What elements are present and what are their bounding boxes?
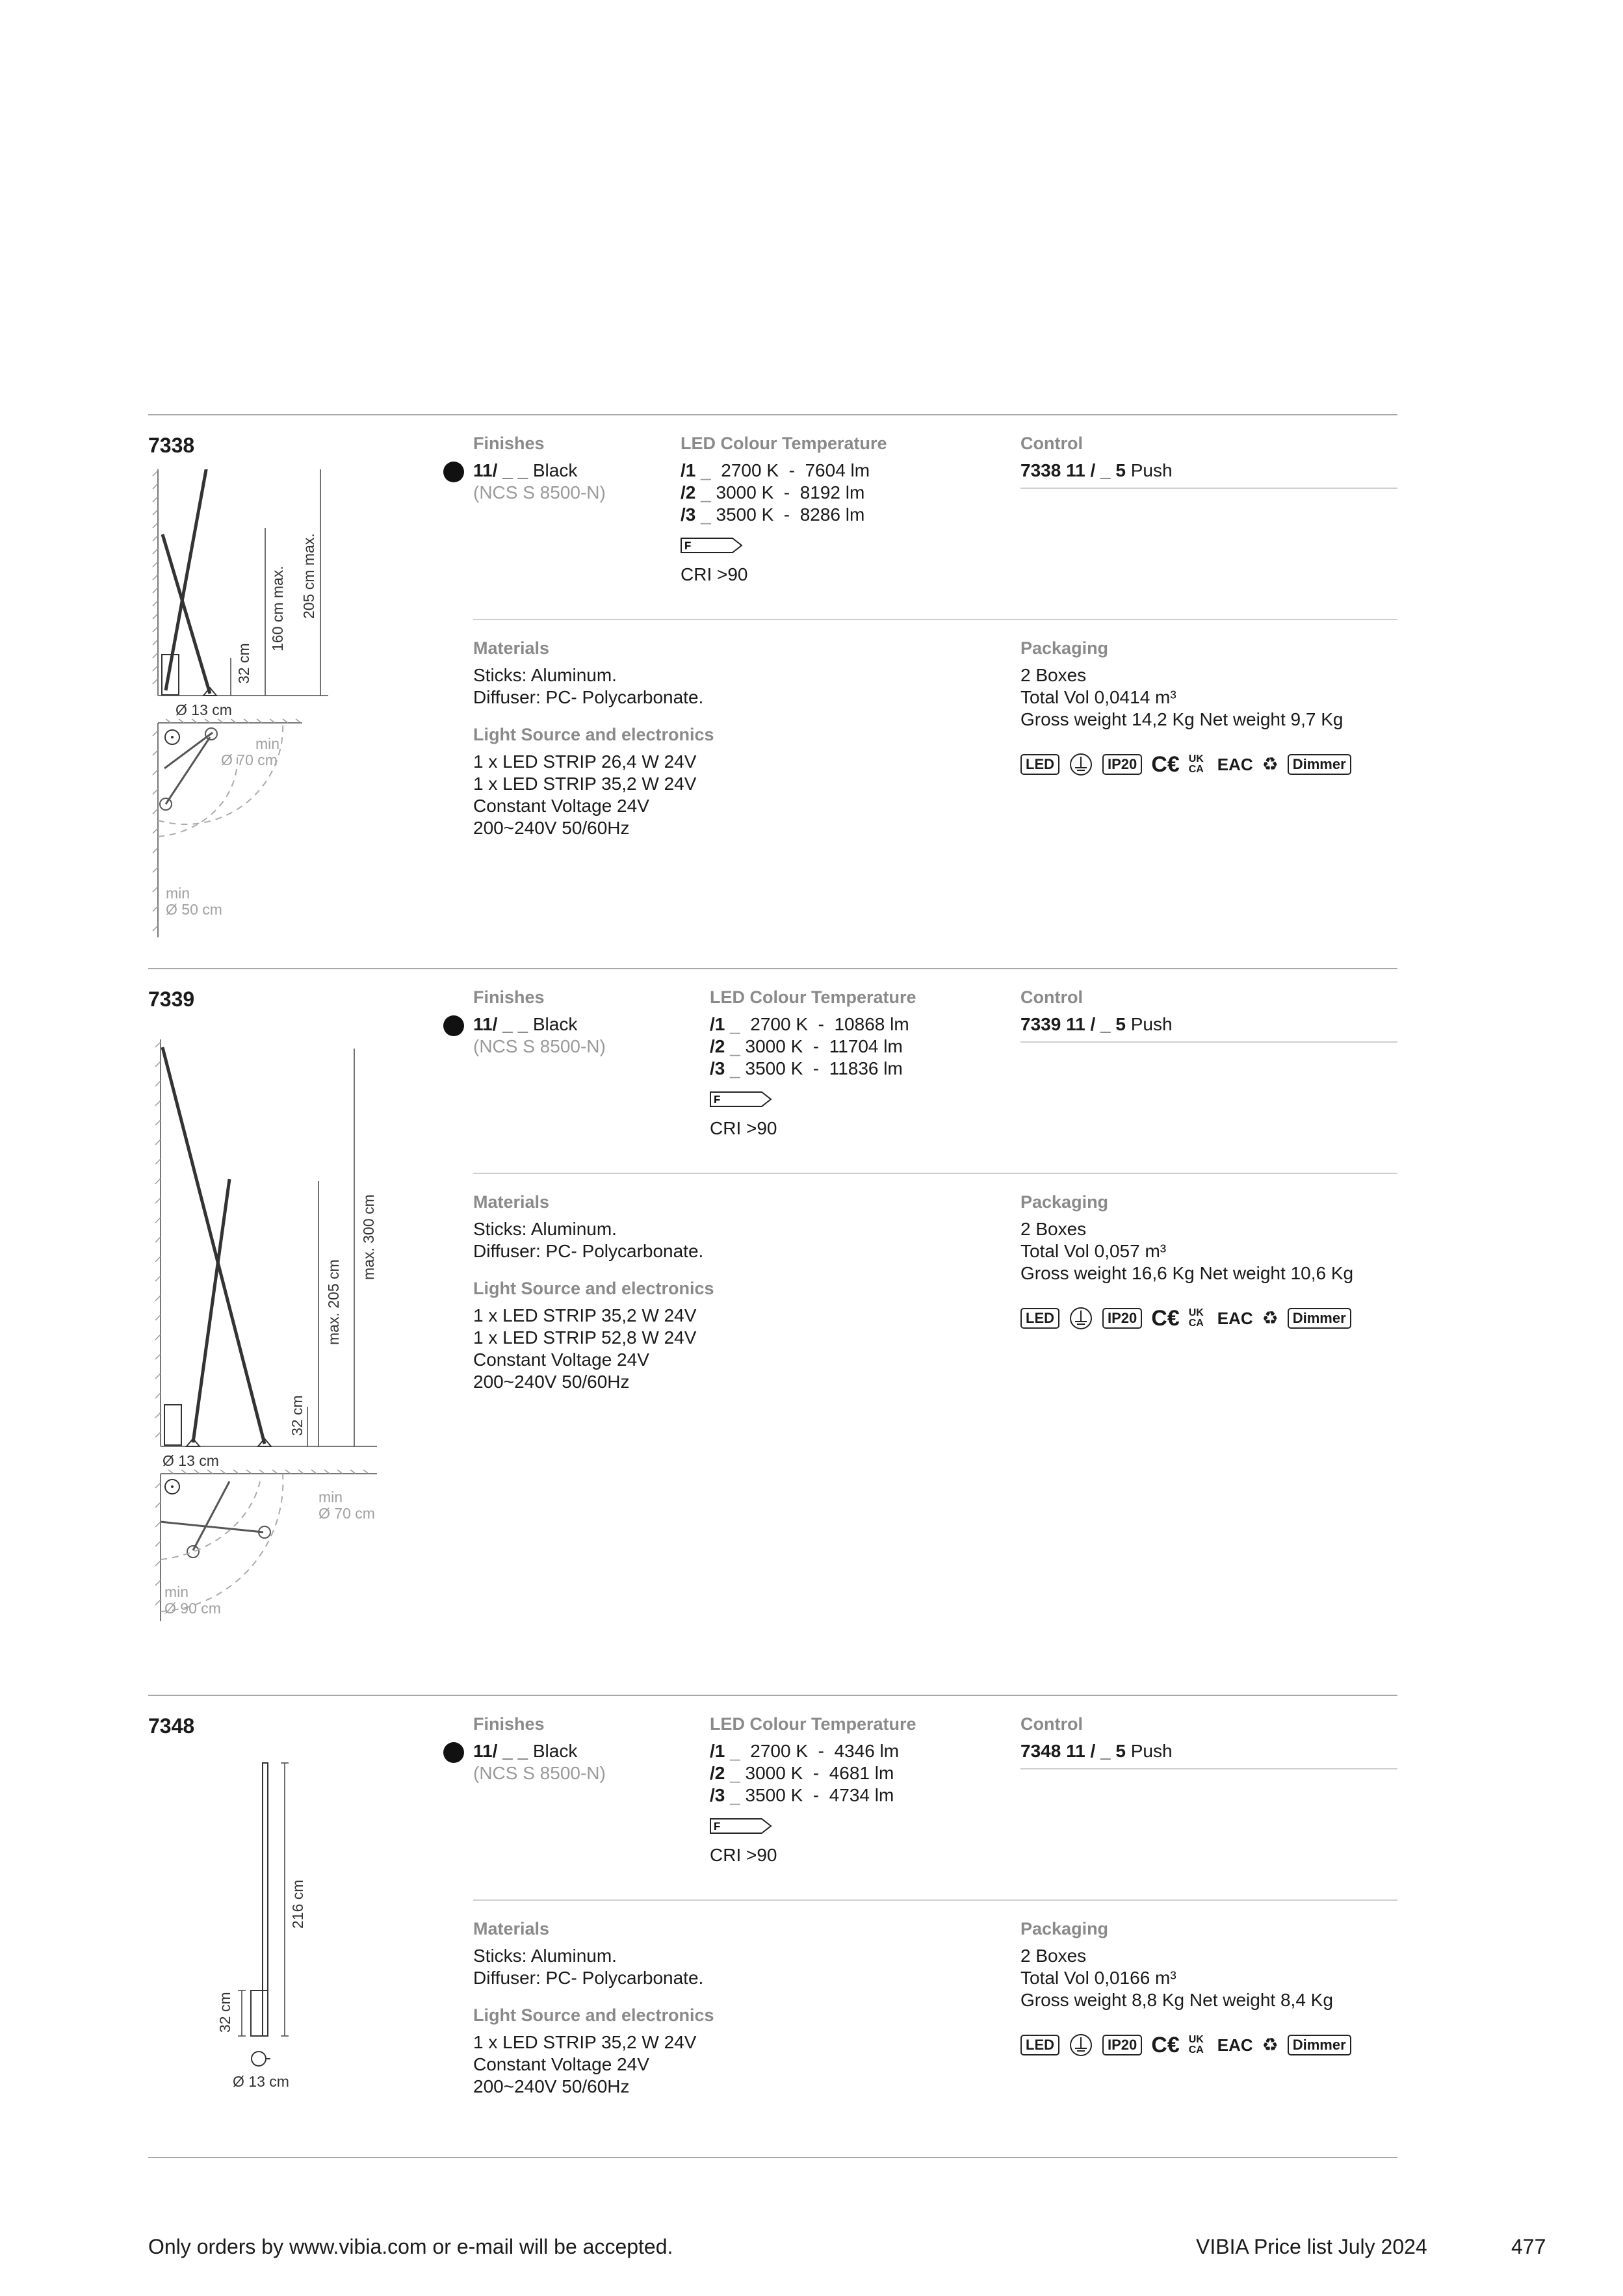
dim-height-a-label: 216 cm — [289, 1879, 306, 1929]
class3-safety-icon — [1069, 1306, 1093, 1331]
finish-ncs: (NCS S 8500-N) — [473, 1036, 606, 1056]
product-7348 — [0, 1695, 1623, 2150]
inner-divider — [473, 1899, 1397, 1901]
dim-height-b-label: 205 cm max. — [300, 533, 317, 619]
temp-row: /2 _ 3000 K - 11704 lm — [710, 1036, 903, 1056]
temp-list — [681, 460, 870, 526]
finish-swatch-black[interactable] — [443, 1742, 464, 1763]
eac-mark-icon: EAC — [1217, 1309, 1253, 1328]
footer-notice: Only orders by www.vibia.com or e-mail will be accepted. — [148, 2235, 673, 2258]
materials-label: Materials — [473, 638, 550, 658]
temp-row: /3 _ 3500 K - 11836 lm — [710, 1058, 903, 1078]
eac-mark-icon: EAC — [1217, 2035, 1253, 2055]
control-label: Control — [1020, 434, 1083, 453]
eac-mark-icon: EAC — [1217, 755, 1253, 774]
certification-icons — [1020, 751, 1351, 777]
temp-row: /2 _ 3000 K - 8192 lm — [681, 482, 865, 502]
cri-value: CRI >90 — [681, 564, 748, 584]
dimmer-icon: Dimmer — [1288, 2035, 1351, 2055]
temp-row: /1 _ 2700 K - 4346 lm — [710, 1741, 900, 1761]
class3-safety-icon — [1069, 752, 1093, 777]
dim-height-a-label: max. 205 cm — [325, 1259, 342, 1345]
energy-label-icon — [681, 538, 743, 553]
energy-class: F — [684, 540, 692, 552]
recycle-icon: ♻ — [1262, 2035, 1279, 2055]
ukca-mark-icon: UK CA — [1188, 753, 1204, 775]
finish-name: Black — [532, 1741, 578, 1761]
temp-row: /3 _ 3500 K - 4734 lm — [710, 1785, 894, 1805]
energy-label-icon — [710, 1091, 772, 1107]
control-option[interactable] — [1020, 1013, 1173, 1036]
recycle-icon: ♻ — [1262, 754, 1279, 774]
packaging-text: 2 Boxes Total Vol 0,057 m³ Gross weight 16,6 Kg Net weight 10,6 Kg — [1020, 1219, 1354, 1283]
materials-text: Sticks: Aluminum. Diffuser: PC- Polycarbonate. — [473, 1946, 704, 1988]
led-icon: LED — [1020, 754, 1059, 775]
led-temp-label: LED Colour Temperature — [710, 1714, 916, 1734]
materials-label: Materials — [473, 1192, 550, 1212]
energy-class: F — [714, 1093, 721, 1106]
min-radius-value: Ø 70 cm — [318, 1505, 375, 1522]
control-type: Push — [1130, 1741, 1173, 1761]
packaging-text: 2 Boxes Total Vol 0,0414 m³ Gross weight 14,2 Kg Net weight 9,7 Kg — [1020, 665, 1344, 729]
product-7339 — [0, 968, 1623, 1689]
recycle-icon: ♻ — [1262, 1308, 1279, 1328]
control-ref: 7338 11 / _ 5 — [1020, 460, 1126, 480]
ukca-mark-icon: UK CA — [1188, 2034, 1204, 2055]
product-drawing — [146, 1039, 406, 1624]
dim-height-a-label: 160 cm max. — [269, 566, 286, 651]
light-source-label: Light Source and electronics — [473, 1279, 714, 1298]
temp-row: /1 _ 2700 K - 7604 lm — [681, 460, 870, 480]
finishes-label: Finishes — [473, 987, 545, 1007]
dimmer-icon: Dimmer — [1288, 1308, 1351, 1329]
min-radius-value: Ø 70 cm — [221, 751, 278, 768]
finishes-label: Finishes — [473, 1714, 545, 1734]
packaging-label: Packaging — [1020, 1919, 1109, 1938]
finishes-label: Finishes — [473, 434, 545, 453]
finish-ncs: (NCS S 8500-N) — [473, 482, 606, 502]
control-underline — [1020, 488, 1397, 489]
finish-swatch-black[interactable] — [443, 462, 464, 482]
min-radius-value-2: Ø 90 cm — [164, 1600, 221, 1617]
product-code: 7348 — [148, 1714, 195, 1738]
ce-mark-icon: C€ — [1151, 752, 1180, 777]
finish-name: Black — [532, 1014, 578, 1034]
inner-divider — [473, 619, 1397, 620]
product-7338 — [0, 414, 1623, 947]
certification-icons — [1020, 1305, 1351, 1331]
footer-brand: VIBIA Price list July 2024 — [1196, 2235, 1427, 2258]
packaging-label: Packaging — [1020, 1192, 1109, 1212]
led-icon: LED — [1020, 2035, 1059, 2055]
temp-row: /1 _ 2700 K - 10868 lm — [710, 1014, 909, 1034]
control-label: Control — [1020, 987, 1083, 1007]
control-type: Push — [1130, 1014, 1173, 1034]
ce-mark-icon: C€ — [1151, 1306, 1180, 1331]
temp-row: /3 _ 3500 K - 8286 lm — [681, 504, 865, 525]
light-source-text: 1 x LED STRIP 35,2 W 24V Constant Voltage 24V 200~240V 50/60Hz — [473, 2032, 697, 2096]
min-radius-label: min — [318, 1489, 343, 1506]
page-number: 477 — [1511, 2235, 1546, 2258]
temp-row: /2 _ 3000 K - 4681 lm — [710, 1763, 894, 1783]
ip-rating-icon: IP20 — [1102, 1308, 1142, 1329]
finish-code: 11/ _ _ — [473, 460, 528, 480]
dim-base-label: 32 cm — [216, 1992, 233, 2033]
dim-diameter-label: Ø 13 cm — [233, 2073, 289, 2090]
control-ref: 7348 11 / _ 5 — [1020, 1741, 1126, 1761]
min-radius-label-2: min — [166, 885, 190, 902]
led-temp-label: LED Colour Temperature — [681, 434, 887, 453]
control-underline — [1020, 1768, 1397, 1769]
dim-base-label: 32 cm — [235, 643, 252, 684]
light-source-label: Light Source and electronics — [473, 2005, 714, 2025]
control-option[interactable] — [1020, 460, 1173, 482]
certification-icons — [1020, 2032, 1351, 2058]
packaging-text: 2 Boxes Total Vol 0,0166 m³ Gross weight 8,8 Kg Net weight 8,4 Kg — [1020, 1946, 1333, 2010]
product-code: 7338 — [148, 434, 195, 457]
min-radius-label-2: min — [164, 1584, 189, 1600]
light-source-text: 1 x LED STRIP 26,4 W 24V 1 x LED STRIP 35,2 W 24V Constant Voltage 24V 200~240V 50/60Hz — [473, 751, 697, 838]
control-option[interactable] — [1020, 1740, 1173, 1762]
energy-class: F — [714, 1820, 721, 1833]
finish-option[interactable] — [473, 460, 577, 482]
dim-base-label: 32 cm — [289, 1395, 305, 1436]
finish-ncs: (NCS S 8500-N) — [473, 1763, 606, 1783]
finish-code: 11/ _ _ — [473, 1014, 528, 1034]
dim-height-b-label: max. 300 cm — [360, 1194, 377, 1280]
cri-value: CRI >90 — [710, 1845, 777, 1865]
materials-label: Materials — [473, 1919, 550, 1938]
min-radius-label: min — [255, 735, 280, 752]
ce-mark-icon: C€ — [1151, 2033, 1180, 2057]
dim-diameter-label: Ø 13 cm — [162, 1452, 219, 1469]
section-divider — [148, 2157, 1397, 2158]
product-drawing — [146, 469, 406, 937]
materials-text: Sticks: Aluminum. Diffuser: PC- Polycarbonate. — [473, 1219, 704, 1261]
control-label: Control — [1020, 1714, 1083, 1734]
light-source-text: 1 x LED STRIP 35,2 W 24V 1 x LED STRIP 52,8 W 24V Constant Voltage 24V 200~240V 50/60Hz — [473, 1305, 697, 1392]
light-source-label: Light Source and electronics — [473, 725, 714, 744]
dimmer-icon: Dimmer — [1288, 754, 1351, 775]
finish-option[interactable] — [473, 1013, 577, 1036]
energy-label-icon — [710, 1818, 772, 1834]
control-ref: 7339 11 / _ 5 — [1020, 1014, 1126, 1034]
ukca-mark-icon: UK CA — [1188, 1307, 1204, 1329]
control-type: Push — [1130, 460, 1173, 480]
packaging-label: Packaging — [1020, 638, 1109, 658]
cri-value: CRI >90 — [710, 1118, 777, 1138]
class3-safety-icon — [1069, 2033, 1093, 2057]
finish-code: 11/ _ _ — [473, 1741, 528, 1761]
product-drawing — [208, 1760, 338, 2098]
temp-list — [710, 1013, 909, 1080]
inner-divider — [473, 1173, 1397, 1174]
control-underline — [1020, 1041, 1397, 1043]
product-code: 7339 — [148, 987, 195, 1011]
temp-list — [710, 1740, 899, 1807]
finish-option[interactable] — [473, 1740, 577, 1762]
led-icon: LED — [1020, 1308, 1059, 1329]
ip-rating-icon: IP20 — [1102, 754, 1142, 775]
min-radius-value-2: Ø 50 cm — [166, 901, 222, 918]
dim-diameter-label: Ø 13 cm — [175, 701, 232, 718]
led-temp-label: LED Colour Temperature — [710, 987, 916, 1007]
materials-text: Sticks: Aluminum. Diffuser: PC- Polycarbonate. — [473, 665, 704, 707]
finish-swatch-black[interactable] — [443, 1015, 464, 1036]
finish-name: Black — [532, 460, 578, 480]
ip-rating-icon: IP20 — [1102, 2035, 1142, 2055]
